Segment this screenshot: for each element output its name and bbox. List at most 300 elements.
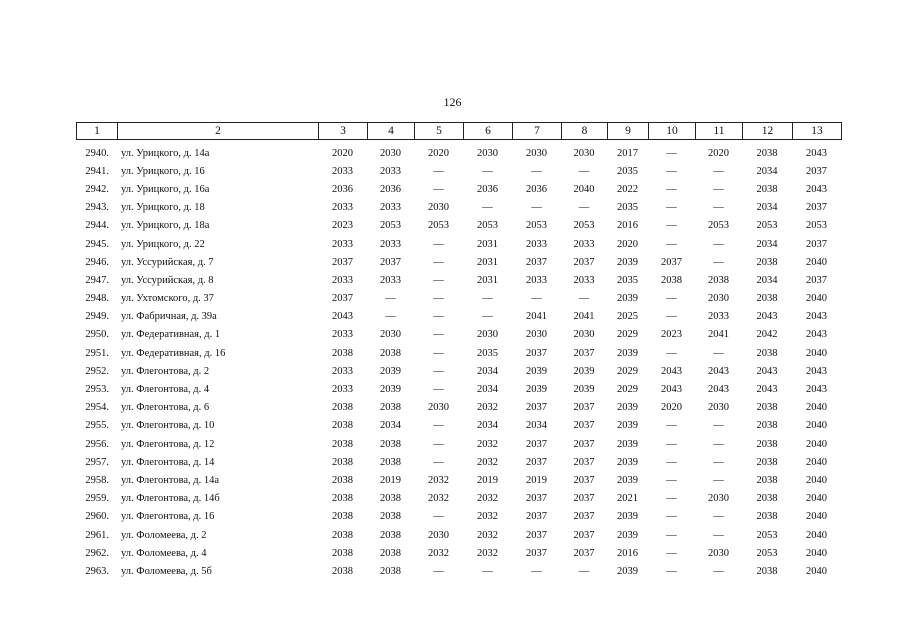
year-cell: 2030 <box>708 293 729 305</box>
year-cell: 2037 <box>332 293 353 305</box>
year-cell: 2019 <box>477 474 498 486</box>
address-cell: ул. Урицкого, д. 18а <box>121 220 210 232</box>
year-cell: 2040 <box>806 420 827 432</box>
year-cell: — <box>433 183 444 195</box>
year-cell: — <box>666 347 677 359</box>
table-row <box>76 380 841 398</box>
table-row <box>76 471 841 489</box>
year-cell: 2036 <box>477 183 498 195</box>
address-cell: ул. Урицкого, д. 14а <box>121 147 210 159</box>
year-cell: 2030 <box>526 329 547 341</box>
table-row <box>76 508 841 526</box>
year-cell: 2038 <box>756 293 778 305</box>
column-header-5: 5 <box>415 123 464 140</box>
row-number: 2941. <box>85 165 109 177</box>
year-cell: 2022 <box>617 183 638 195</box>
year-cell: 2037 <box>661 256 682 268</box>
year-cell: 2033 <box>526 238 547 250</box>
row-number: 2955. <box>85 420 109 432</box>
column-header-3: 3 <box>319 123 368 140</box>
year-cell: 2034 <box>477 420 498 432</box>
year-cell: 2041 <box>573 311 595 323</box>
year-cell: 2038 <box>380 438 401 450</box>
year-cell: 2034 <box>756 274 778 286</box>
address-cell: ул. Урицкого, д. 18 <box>121 202 205 214</box>
year-cell: 2039 <box>617 456 638 468</box>
year-cell: 2038 <box>332 474 353 486</box>
year-cell: 2037 <box>573 256 595 268</box>
year-cell: 2039 <box>526 365 547 377</box>
year-cell: 2053 <box>756 529 778 541</box>
year-cell: — <box>666 420 677 432</box>
year-cell: 2037 <box>526 547 547 559</box>
row-number: 2943. <box>85 202 109 214</box>
year-cell: — <box>666 547 677 559</box>
row-number: 2954. <box>85 402 109 414</box>
year-cell: 2032 <box>477 529 498 541</box>
year-cell: 2043 <box>806 183 827 195</box>
year-cell: 2039 <box>617 347 638 359</box>
year-cell: 2033 <box>332 274 353 286</box>
year-cell: 2038 <box>332 456 353 468</box>
year-cell: 2043 <box>806 311 827 323</box>
year-cell: 2029 <box>617 384 638 396</box>
year-cell: 2038 <box>756 511 778 523</box>
year-cell: 2030 <box>428 402 449 414</box>
year-cell: 2039 <box>617 402 638 414</box>
year-cell: 2016 <box>617 220 638 232</box>
year-cell: 2053 <box>756 547 778 559</box>
year-cell: 2038 <box>332 402 353 414</box>
year-cell: 2037 <box>526 402 547 414</box>
year-cell: 2038 <box>756 456 778 468</box>
year-cell: 2038 <box>756 402 778 414</box>
year-cell: 2030 <box>380 329 401 341</box>
year-cell: 2037 <box>573 456 595 468</box>
table-row <box>76 308 841 326</box>
year-cell: 2034 <box>756 238 778 250</box>
year-cell: 2030 <box>526 147 547 159</box>
address-cell: ул. Флегонтова, д. 2 <box>121 365 210 377</box>
year-cell: 2039 <box>617 293 638 305</box>
address-cell: ул. Флегонтова, д. 14б <box>121 493 220 505</box>
address-cell: ул. Флегонтова, д. 6 <box>121 402 210 414</box>
year-cell: — <box>578 293 590 305</box>
year-cell: — <box>433 420 444 432</box>
address-cell: ул. Флегонтова, д. 10 <box>121 420 215 432</box>
year-cell: 2020 <box>617 238 638 250</box>
data-table <box>76 144 841 581</box>
year-cell: 2040 <box>806 493 827 505</box>
year-cell: 2042 <box>756 329 778 341</box>
year-cell: 2025 <box>617 311 638 323</box>
year-cell: — <box>713 456 724 468</box>
year-cell: 2053 <box>477 220 498 232</box>
year-cell: 2040 <box>806 347 827 359</box>
year-cell: 2038 <box>332 438 353 450</box>
table-row <box>76 490 841 508</box>
year-cell: 2033 <box>380 202 401 214</box>
year-cell: 2033 <box>332 329 353 341</box>
year-cell: 2033 <box>332 202 353 214</box>
column-header-2: 2 <box>118 123 319 140</box>
year-cell: 2038 <box>332 529 353 541</box>
year-cell: — <box>713 529 724 541</box>
year-cell: — <box>713 474 724 486</box>
year-cell: — <box>531 202 542 214</box>
year-cell: 2033 <box>708 311 729 323</box>
year-cell: 2030 <box>708 402 729 414</box>
year-cell: 2053 <box>806 220 827 232</box>
year-cell: — <box>666 202 677 214</box>
year-cell: 2040 <box>806 565 827 577</box>
address-cell: ул. Флегонтова, д. 16 <box>121 511 215 523</box>
year-cell: 2033 <box>573 274 595 286</box>
year-cell: 2038 <box>380 511 401 523</box>
year-cell: 2032 <box>428 547 449 559</box>
year-cell: 2021 <box>617 493 638 505</box>
year-cell: 2037 <box>806 202 827 214</box>
column-header-12: 12 <box>743 123 793 140</box>
year-cell: 2019 <box>526 474 547 486</box>
year-cell: — <box>433 456 444 468</box>
address-cell: ул. Федеративная, д. 16 <box>121 347 226 359</box>
year-cell: 2023 <box>332 220 353 232</box>
row-number: 2952. <box>85 365 109 377</box>
table-row <box>76 399 841 417</box>
table-row <box>76 199 841 217</box>
year-cell: 2039 <box>617 529 638 541</box>
year-cell: 2030 <box>573 329 595 341</box>
year-cell: 2038 <box>756 474 778 486</box>
row-number: 2963. <box>85 565 109 577</box>
year-cell: 2033 <box>380 238 401 250</box>
row-number: 2953. <box>85 384 109 396</box>
year-cell: — <box>482 565 493 577</box>
year-cell: 2039 <box>617 438 638 450</box>
row-number: 2958. <box>85 474 109 486</box>
year-cell: 2040 <box>806 256 827 268</box>
year-cell: — <box>433 256 444 268</box>
column-header-8: 8 <box>562 123 608 140</box>
column-header-4: 4 <box>368 123 415 140</box>
year-cell: 2039 <box>573 384 595 396</box>
year-cell: — <box>482 202 493 214</box>
year-cell: 2033 <box>380 165 401 177</box>
table-row <box>76 544 841 562</box>
year-cell: 2031 <box>477 274 498 286</box>
year-cell: 2038 <box>332 420 353 432</box>
year-cell: 2036 <box>526 183 547 195</box>
address-cell: ул. Уссурийская, д. 8 <box>121 274 214 286</box>
year-cell: 2037 <box>526 529 547 541</box>
table-row <box>76 217 841 235</box>
year-cell: 2030 <box>428 202 449 214</box>
year-cell: — <box>433 438 444 450</box>
column-header-1: 1 <box>77 123 118 140</box>
row-number: 2949. <box>85 311 109 323</box>
year-cell: 2038 <box>756 420 778 432</box>
year-cell: 2023 <box>661 329 682 341</box>
table-row <box>76 162 841 180</box>
year-cell: — <box>666 311 677 323</box>
row-number: 2946. <box>85 256 109 268</box>
year-cell: 2038 <box>708 274 729 286</box>
year-cell: — <box>666 438 677 450</box>
year-cell: 2040 <box>806 529 827 541</box>
address-cell: ул. Флегонтова, д. 4 <box>121 384 210 396</box>
address-cell: ул. Урицкого, д. 16 <box>121 165 205 177</box>
year-cell: 2033 <box>332 384 353 396</box>
year-cell: 2037 <box>526 511 547 523</box>
address-cell: ул. Ухтомского, д. 37 <box>121 293 214 305</box>
year-cell: — <box>531 293 542 305</box>
year-cell: 2038 <box>756 147 778 159</box>
year-cell: — <box>531 165 542 177</box>
year-cell: — <box>713 202 724 214</box>
year-cell: — <box>713 238 724 250</box>
row-number: 2944. <box>85 220 109 232</box>
year-cell: 2032 <box>428 474 449 486</box>
year-cell: 2032 <box>477 547 498 559</box>
table-row <box>76 417 841 435</box>
year-cell: — <box>666 220 677 232</box>
table-row <box>76 144 841 162</box>
year-cell: — <box>666 147 677 159</box>
year-cell: — <box>713 347 724 359</box>
table-row <box>76 326 841 344</box>
year-cell: 2033 <box>573 238 595 250</box>
year-cell: 2053 <box>380 220 401 232</box>
year-cell: 2033 <box>380 274 401 286</box>
year-cell: 2040 <box>573 183 595 195</box>
table-header <box>76 122 842 140</box>
year-cell: 2041 <box>708 329 729 341</box>
year-cell: 2032 <box>477 511 498 523</box>
year-cell: 2043 <box>806 384 827 396</box>
year-cell: 2037 <box>526 438 547 450</box>
year-cell: 2017 <box>617 147 638 159</box>
year-cell: — <box>578 202 590 214</box>
year-cell: — <box>713 256 724 268</box>
year-cell: 2034 <box>380 420 401 432</box>
address-cell: ул. Фоломеева, д. 5б <box>121 565 212 577</box>
year-cell: 2038 <box>756 256 778 268</box>
year-cell: 2031 <box>477 256 498 268</box>
year-cell: 2030 <box>380 147 401 159</box>
year-cell: 2053 <box>573 220 595 232</box>
year-cell: 2037 <box>573 438 595 450</box>
year-cell: 2040 <box>806 402 827 414</box>
row-number: 2945. <box>85 238 109 250</box>
year-cell: — <box>666 183 677 195</box>
year-cell: 2040 <box>806 547 827 559</box>
year-cell: 2037 <box>573 420 595 432</box>
year-cell: 2039 <box>526 384 547 396</box>
year-cell: 2033 <box>332 365 353 377</box>
year-cell: — <box>433 311 444 323</box>
year-cell: 2038 <box>756 438 778 450</box>
table-row <box>76 562 841 580</box>
row-number: 2947. <box>85 274 109 286</box>
year-cell: — <box>666 511 677 523</box>
row-number: 2940. <box>85 147 109 159</box>
address-cell: ул. Фоломеева, д. 4 <box>121 547 207 559</box>
table-row <box>76 271 841 289</box>
row-number: 2956. <box>85 438 109 450</box>
year-cell: 2020 <box>332 147 353 159</box>
year-cell: — <box>531 565 542 577</box>
year-cell: 2031 <box>477 238 498 250</box>
year-cell: — <box>482 293 493 305</box>
address-cell: ул. Урицкого, д. 22 <box>121 238 205 250</box>
year-cell: — <box>433 511 444 523</box>
table-row <box>76 344 841 362</box>
year-cell: — <box>578 565 590 577</box>
year-cell: 2040 <box>806 474 827 486</box>
year-cell: 2037 <box>380 256 401 268</box>
year-cell: 2040 <box>806 293 827 305</box>
column-header-6: 6 <box>464 123 513 140</box>
year-cell: 2040 <box>806 438 827 450</box>
year-cell: — <box>713 183 724 195</box>
year-cell: 2034 <box>526 420 547 432</box>
year-cell: 2041 <box>526 311 547 323</box>
year-cell: 2038 <box>332 547 353 559</box>
row-number: 2960. <box>85 511 109 523</box>
year-cell: — <box>713 165 724 177</box>
year-cell: 2053 <box>708 220 729 232</box>
year-cell: 2037 <box>573 474 595 486</box>
year-cell: 2043 <box>806 329 827 341</box>
year-cell: 2038 <box>756 347 778 359</box>
table-row <box>76 235 841 253</box>
year-cell: 2030 <box>708 547 729 559</box>
year-cell: 2037 <box>573 402 595 414</box>
year-cell: 2037 <box>806 165 827 177</box>
year-cell: — <box>666 293 677 305</box>
year-cell: 2034 <box>756 165 778 177</box>
year-cell: — <box>713 511 724 523</box>
year-cell: 2033 <box>332 165 353 177</box>
year-cell: 2037 <box>573 347 595 359</box>
address-cell: ул. Флегонтова, д. 14а <box>121 474 220 486</box>
column-header-10: 10 <box>649 123 696 140</box>
year-cell: 2037 <box>526 456 547 468</box>
year-cell: — <box>433 347 444 359</box>
year-cell: 2037 <box>806 274 827 286</box>
year-cell: 2034 <box>756 202 778 214</box>
year-cell: — <box>666 238 677 250</box>
year-cell: — <box>666 165 677 177</box>
address-cell: ул. Уссурийская, д. 7 <box>121 256 214 268</box>
year-cell: — <box>666 474 677 486</box>
year-cell: — <box>433 165 444 177</box>
year-cell: 2038 <box>380 529 401 541</box>
year-cell: 2043 <box>756 311 778 323</box>
year-cell: — <box>433 365 444 377</box>
year-cell: 2037 <box>806 238 827 250</box>
row-number: 2951. <box>85 347 109 359</box>
year-cell: 2039 <box>617 420 638 432</box>
year-cell: 2032 <box>477 493 498 505</box>
table-row <box>76 435 841 453</box>
year-cell: 2038 <box>332 493 353 505</box>
year-cell: 2032 <box>477 456 498 468</box>
table-row <box>76 362 841 380</box>
year-cell: 2038 <box>380 547 401 559</box>
year-cell: 2040 <box>806 511 827 523</box>
year-cell: 2035 <box>617 202 638 214</box>
header-row <box>77 123 842 140</box>
year-cell: 2043 <box>708 365 729 377</box>
year-cell: — <box>666 529 677 541</box>
row-number: 2959. <box>85 493 109 505</box>
year-cell: 2039 <box>617 511 638 523</box>
table-row <box>76 253 841 271</box>
address-cell: ул. Федеративная, д. 1 <box>121 329 221 341</box>
year-cell: 2037 <box>573 547 595 559</box>
row-number: 2948. <box>85 293 109 305</box>
address-cell: ул. Фоломеева, д. 2 <box>121 529 207 541</box>
column-header-7: 7 <box>513 123 562 140</box>
year-cell: 2033 <box>332 238 353 250</box>
year-cell: 2036 <box>332 183 353 195</box>
year-cell: — <box>482 311 493 323</box>
year-cell: 2038 <box>332 347 353 359</box>
address-cell: ул. Флегонтова, д. 14 <box>121 456 215 468</box>
year-cell: — <box>666 456 677 468</box>
year-cell: 2037 <box>526 493 547 505</box>
year-cell: — <box>385 293 396 305</box>
year-cell: 2038 <box>380 493 401 505</box>
year-cell: — <box>433 329 444 341</box>
year-cell: — <box>713 438 724 450</box>
year-cell: 2043 <box>756 384 778 396</box>
address-cell: ул. Урицкого, д. 16а <box>121 183 210 195</box>
year-cell: 2043 <box>661 384 682 396</box>
year-cell: 2038 <box>332 565 353 577</box>
year-cell: 2043 <box>806 147 827 159</box>
year-cell: 2016 <box>617 547 638 559</box>
table-row <box>76 453 841 471</box>
year-cell: 2053 <box>526 220 547 232</box>
year-cell: 2038 <box>756 493 778 505</box>
year-cell: 2043 <box>756 365 778 377</box>
year-cell: 2038 <box>756 183 778 195</box>
year-cell: 2030 <box>573 147 595 159</box>
year-cell: 2030 <box>477 147 498 159</box>
year-cell: — <box>666 565 677 577</box>
year-cell: 2034 <box>477 365 498 377</box>
table-row <box>76 526 841 544</box>
year-cell: 2043 <box>332 311 353 323</box>
page-number: 126 <box>443 95 462 109</box>
year-cell: 2040 <box>806 456 827 468</box>
row-number: 2961. <box>85 529 109 541</box>
year-cell: 2032 <box>477 402 498 414</box>
year-cell: 2039 <box>380 384 401 396</box>
year-cell: 2053 <box>428 220 449 232</box>
column-header-13: 13 <box>793 123 842 140</box>
year-cell: 2038 <box>380 402 401 414</box>
row-number: 2957. <box>85 456 109 468</box>
address-cell: ул. Фабричная, д. 39а <box>121 311 217 323</box>
address-cell: ул. Флегонтова, д. 12 <box>121 438 215 450</box>
year-cell: 2032 <box>477 438 498 450</box>
year-cell: 2039 <box>617 474 638 486</box>
year-cell: 2030 <box>477 329 498 341</box>
